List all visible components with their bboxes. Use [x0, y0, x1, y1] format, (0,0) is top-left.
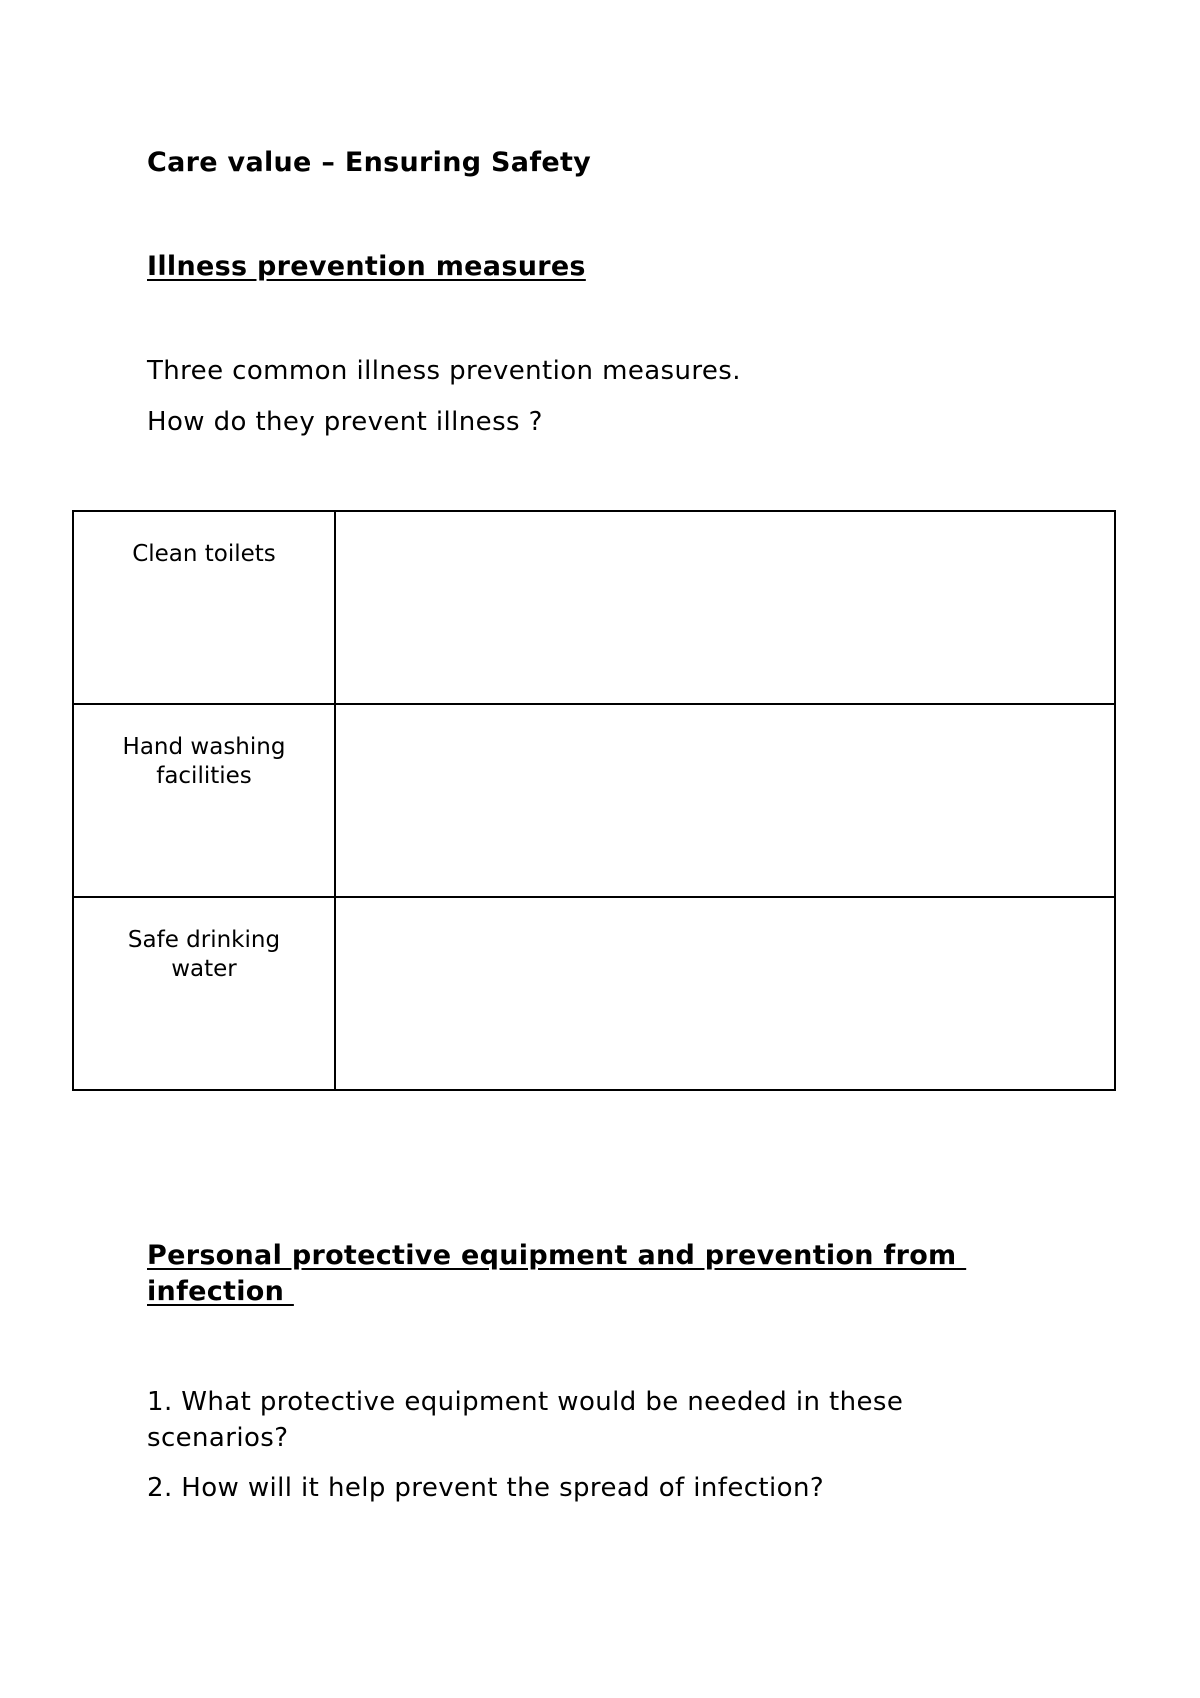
intro-text-measures: Three common illness prevention measures.	[147, 356, 741, 386]
question-2: 2. How will it help prevent the spread of infection?	[147, 1473, 825, 1503]
section-heading-illness-prevention: Illness prevention measures	[147, 251, 586, 282]
answer-cell-clean-toilets[interactable]	[335, 511, 1115, 704]
question-1: 1. What protective equipment would be needed in these scenarios?	[147, 1387, 904, 1453]
illness-prevention-table	[72, 510, 1116, 1091]
answer-cell-hand-washing[interactable]	[335, 704, 1115, 897]
section-heading-ppe: Personal protective equipment and prevention from infection	[147, 1240, 967, 1307]
measure-label-clean-toilets: Clean toilets	[73, 511, 335, 704]
page-title: Care value – Ensuring Safety	[147, 147, 592, 178]
table-row	[73, 897, 1115, 1090]
measure-label-hand-washing: Hand washing facilities	[73, 704, 335, 897]
measure-label-safe-drinking-water: Safe drinking water	[73, 897, 335, 1090]
intro-question-prevent: How do they prevent illness ?	[147, 407, 543, 437]
table-row	[73, 704, 1115, 897]
answer-cell-safe-drinking-water[interactable]	[335, 897, 1115, 1090]
table-row	[73, 511, 1115, 704]
